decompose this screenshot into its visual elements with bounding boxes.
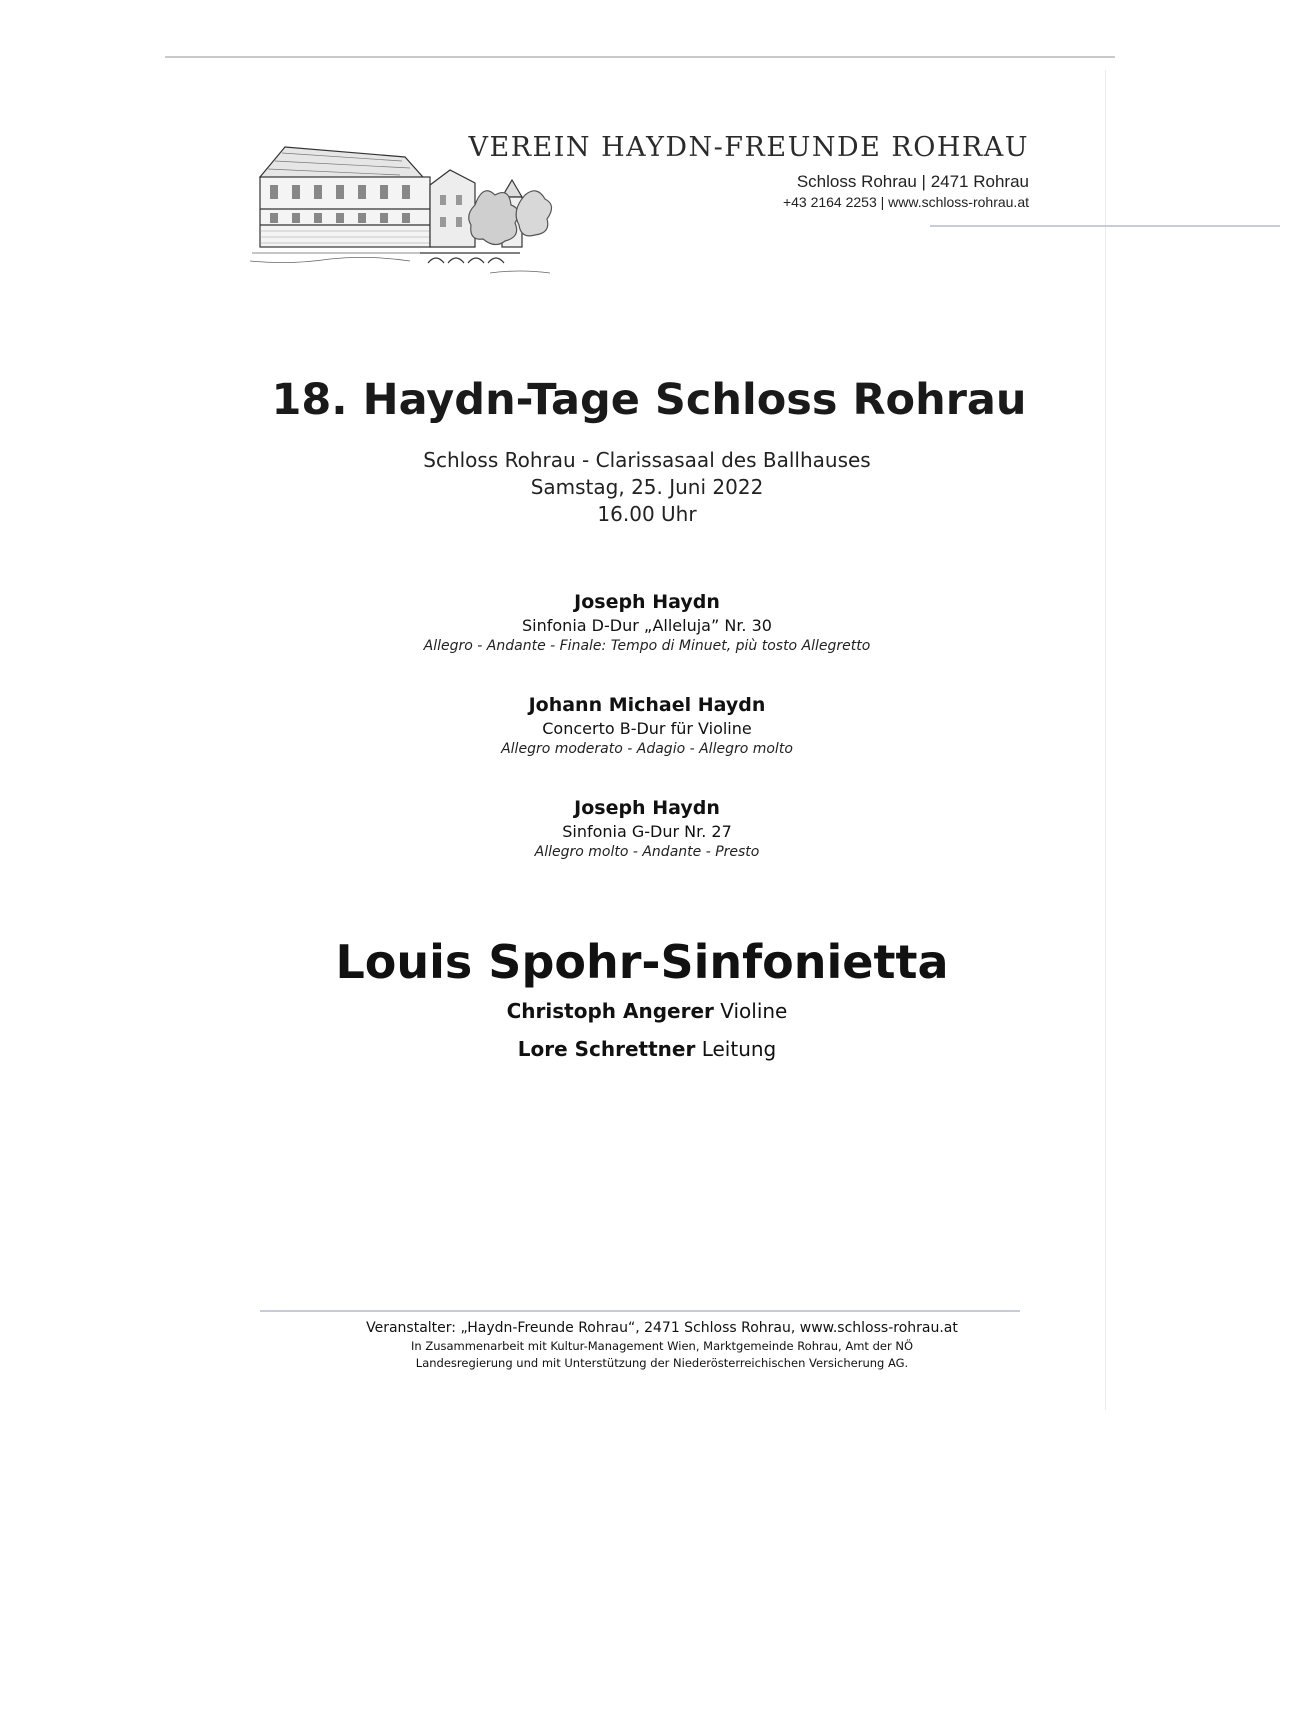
event-time: 16.00 Uhr bbox=[597, 502, 697, 526]
work-title: Sinfonia G-Dur Nr. 27 bbox=[562, 822, 732, 841]
event-info bbox=[0, 372, 1294, 528]
footer-cooperation-line-1: In Zusammenarbeit mit Kultur-Management Wien, Marktgemeinde Rohrau, Amt der NÖ bbox=[410, 1339, 914, 1353]
soloist-name: Christoph Angerer bbox=[506, 999, 714, 1023]
composer-name: Joseph Haydn bbox=[574, 797, 720, 819]
ensemble-name: Louis Spohr-Sinfonietta bbox=[335, 935, 949, 989]
letterhead bbox=[250, 130, 1035, 290]
program-list bbox=[0, 589, 1294, 898]
program-item bbox=[0, 795, 1294, 862]
composer-name: Johann Michael Haydn bbox=[528, 694, 766, 716]
work-movements: Allegro moderato - Adagio - Allegro molto bbox=[501, 741, 793, 757]
conductor-role: Leitung bbox=[701, 1037, 777, 1061]
footer-organizer: Veranstalter: „Haydn-Freunde Rohrau“, 2471 Schloss Rohrau, www.schloss-rohrau.at bbox=[366, 1320, 958, 1336]
footer bbox=[0, 1318, 1294, 1372]
soloist-role: Violine bbox=[720, 999, 788, 1023]
org-name: VEREIN HAYDN-FREUNDE ROHRAU bbox=[468, 132, 1029, 163]
work-title: Concerto B-Dur für Violine bbox=[542, 719, 752, 738]
work-movements: Allegro - Andante - Finale: Tempo di Minuet, più tosto Allegretto bbox=[423, 638, 871, 654]
footer-cooperation-line-2: Landesregierung und mit Unterstützung der Niederösterreichischen Versicherung AG. bbox=[415, 1356, 909, 1370]
program-item bbox=[0, 589, 1294, 656]
conductor-name: Lore Schrettner bbox=[517, 1037, 696, 1061]
event-title: 18. Haydn-Tage Schloss Rohrau bbox=[271, 375, 1027, 425]
org-contact: +43 2164 2253 | www.schloss-rohrau.at bbox=[782, 194, 1029, 210]
performers bbox=[0, 932, 1294, 1068]
letterhead-rule bbox=[930, 225, 1280, 227]
event-date: Samstag, 25. Juni 2022 bbox=[530, 475, 764, 499]
footer-rule bbox=[260, 1310, 1020, 1312]
conductor-line bbox=[0, 1030, 1294, 1068]
work-title: Sinfonia D-Dur „Alleluja” Nr. 30 bbox=[522, 616, 772, 635]
event-venue: Schloss Rohrau - Clarissasaal des Ballhauses bbox=[423, 448, 871, 472]
org-address: Schloss Rohrau | 2471 Rohrau bbox=[796, 172, 1029, 191]
soloist-line bbox=[0, 992, 1294, 1030]
scan-edge-top bbox=[165, 56, 1115, 58]
program-item bbox=[0, 692, 1294, 759]
composer-name: Joseph Haydn bbox=[574, 591, 720, 613]
work-movements: Allegro molto - Andante - Presto bbox=[534, 844, 760, 860]
